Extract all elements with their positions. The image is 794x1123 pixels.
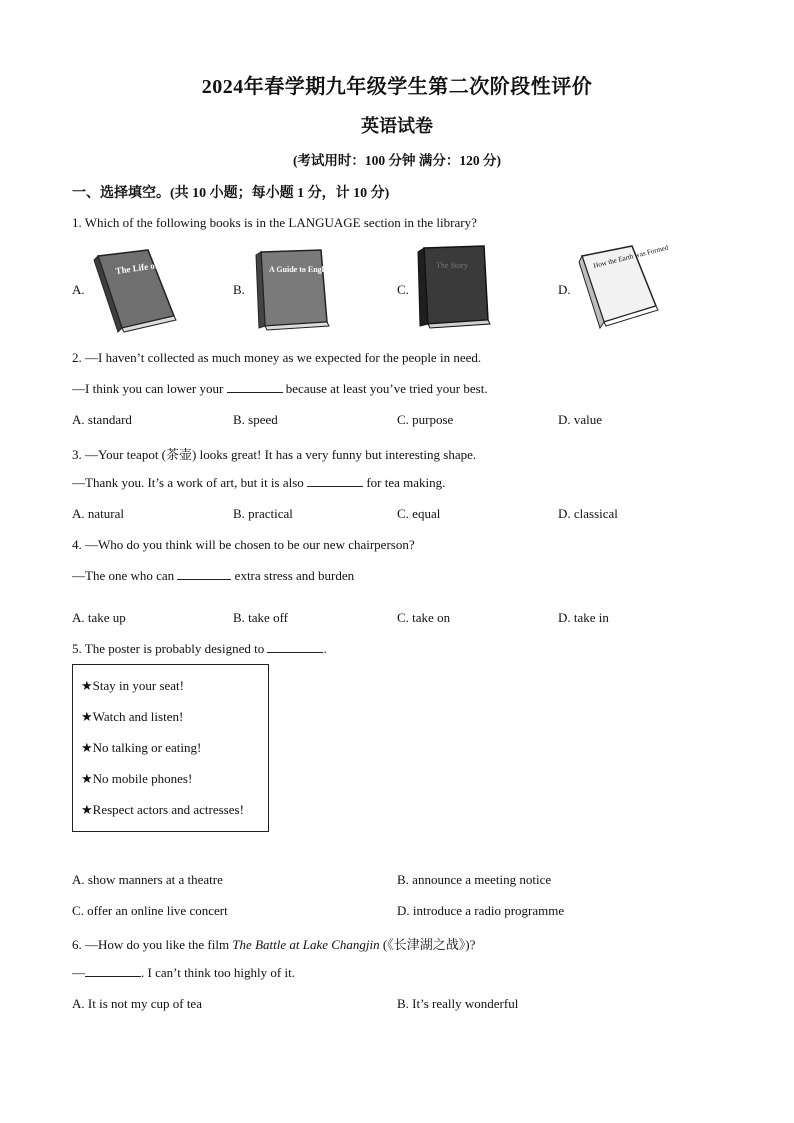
- q5-stem-text: 5. The poster is probably designed to: [72, 641, 265, 656]
- q3-option-d[interactable]: D. classical: [558, 506, 618, 521]
- q3-line2-end: for tea making.: [366, 475, 446, 490]
- q6-line2-end: . I can’t think too highly of it.: [141, 965, 295, 980]
- q1-option-d-label[interactable]: D.: [558, 282, 571, 297]
- q6-dash: —: [72, 965, 85, 980]
- q6-line1-start: 6. —How do you like the film: [72, 937, 230, 952]
- q5-stem: [72, 641, 327, 657]
- q4-option-c[interactable]: C. take on: [397, 610, 451, 625]
- q4-line1: 4. —Who do you think will be chosen to be our new chairperson?: [72, 537, 415, 552]
- q3-line1: 3. —Your teapot (茶壶) looks great! It has a very funny but interesting shape.: [72, 447, 477, 462]
- q5-option-b[interactable]: B. announce a meeting notice: [397, 872, 552, 887]
- q1-option-b-label[interactable]: B.: [233, 282, 245, 297]
- q5-stem-period: .: [323, 641, 327, 656]
- q2-line2-start: —I think you can lower your: [72, 381, 224, 396]
- q3-option-b[interactable]: B. practical: [233, 506, 293, 521]
- theatre-poster: [72, 664, 269, 832]
- poster-rule: ★Stay in your seat!: [81, 678, 184, 693]
- q6-option-b[interactable]: B. It’s really wonderful: [397, 996, 519, 1011]
- q2-line1: 2. —I haven’t collected as much money as we expected for the people in need.: [72, 350, 482, 365]
- q4-option-b[interactable]: B. take off: [233, 610, 288, 625]
- q6-line1: [72, 934, 475, 953]
- poster-rule: ★No mobile phones!: [81, 771, 193, 786]
- subject-title: 英语试卷: [361, 116, 433, 136]
- book-title-d: How the Earth was Formed: [592, 243, 670, 270]
- poster-rule: ★No talking or eating!: [81, 740, 202, 755]
- q3-blank[interactable]: [307, 475, 363, 487]
- section-heading: 一、选择填空。(共 10 小题；每小题 1 分，计 10 分): [72, 186, 390, 201]
- q2-line2: [72, 381, 488, 397]
- book-image-d: [578, 243, 670, 332]
- q3-line2: [72, 475, 445, 491]
- book-icon: [92, 246, 188, 332]
- q3-option-c[interactable]: C. equal: [397, 506, 441, 521]
- poster-rule: ★Respect actors and actresses!: [81, 802, 244, 817]
- q1-option-a-label[interactable]: A.: [72, 282, 85, 297]
- book-title-b: A Guide to English Grammar: [269, 265, 371, 274]
- q4-option-a[interactable]: A. take up: [72, 610, 126, 625]
- q5-option-c[interactable]: C. offer an online live concert: [72, 903, 228, 918]
- q5-blank[interactable]: [267, 641, 323, 653]
- book-cover: [424, 246, 488, 324]
- q2-option-d[interactable]: D. value: [558, 412, 603, 427]
- q1-option-c-label[interactable]: C.: [397, 282, 409, 297]
- book-title-a: The Life of a Plant: [114, 256, 188, 276]
- q2-blank[interactable]: [227, 381, 283, 393]
- book-icon: [416, 244, 500, 328]
- book-image-b: [255, 246, 371, 330]
- q2-option-a[interactable]: A. standard: [72, 412, 132, 427]
- poster-rule: ★Watch and listen!: [81, 709, 184, 724]
- book-icon: [255, 246, 371, 330]
- q2-line2-end: because at least you’ve tried your best.: [285, 381, 488, 396]
- book-image-c: [416, 244, 500, 328]
- q4-line2: [72, 568, 354, 584]
- q5-option-d[interactable]: D. introduce a radio programme: [397, 903, 565, 918]
- q4-line2-start: —The one who can: [72, 568, 175, 583]
- q4-option-d[interactable]: D. take in: [558, 610, 609, 625]
- q5-option-a[interactable]: A. show manners at a theatre: [72, 872, 223, 887]
- q6-option-a[interactable]: A. It is not my cup of tea: [72, 996, 202, 1011]
- q6-film-title: The Battle at Lake Changjin: [232, 937, 380, 952]
- q4-line2-end: extra stress and burden: [234, 568, 355, 583]
- q2-option-b[interactable]: B. speed: [233, 412, 278, 427]
- q3-line2-start: —Thank you. It’s a work of art, but it is also: [72, 475, 304, 490]
- book-icon: [578, 243, 670, 332]
- book-cover: [261, 250, 327, 326]
- book-image-a: [92, 246, 188, 332]
- exam-title: 2024年春学期九年级学生第二次阶段性评价: [201, 76, 593, 98]
- q6-line1-end: (《长津湖之战》)?: [382, 937, 476, 952]
- q3-option-a[interactable]: A. natural: [72, 506, 124, 521]
- q4-blank[interactable]: [177, 568, 231, 580]
- q2-option-c[interactable]: C. purpose: [397, 412, 454, 427]
- q1-stem: 1. Which of the following books is in the LANGUAGE section in the library?: [72, 215, 477, 230]
- q6-line2: [72, 965, 295, 981]
- q6-blank[interactable]: [85, 965, 141, 977]
- exam-info: (考试用时：100 分钟 满分：120 分): [292, 153, 502, 168]
- book-title-c: The Story: [436, 261, 468, 270]
